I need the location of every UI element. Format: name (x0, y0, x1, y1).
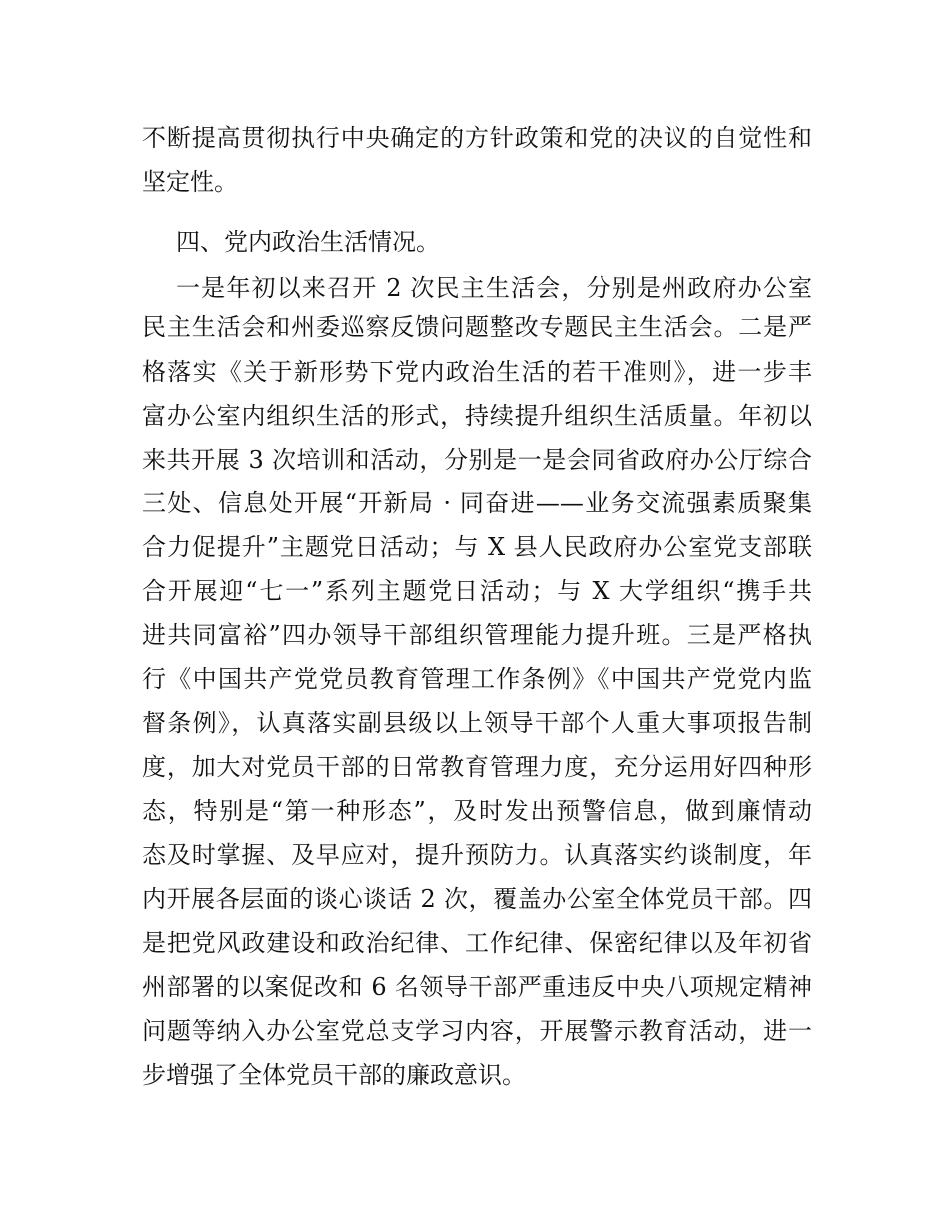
body-line: 民主生活会和州委巡察反馈问题整改专题民主生活会。二是严 (142, 313, 812, 341)
body-line: 态及时掌握、及早应对，提升预防力。认真落实约谈制度，年 (142, 841, 812, 869)
body-line: 态，特别是“第一种形态”，及时发出预警信息，做到廉情动 (142, 797, 812, 825)
intro-line: 坚定性。 (142, 168, 238, 196)
body-line: 富办公室内组织生活的形式，持续提升组织生活质量。年初以 (142, 402, 812, 430)
body-line: 问题等纳入办公室党总支学习内容，开展警示教育活动，进一 (142, 1017, 812, 1045)
body-line: 三处、信息处开展“开新局 · 同奋进——业务交流强素质聚集 (142, 489, 812, 517)
body-line: 内开展各层面的谈心谈话 2 次，覆盖办公室全体党员干部。四 (142, 885, 812, 913)
body-line: 步增强了全体党员干部的廉政意识。 (142, 1061, 526, 1089)
section-heading: 四、党内政治生活情况。 (176, 228, 440, 256)
body-line: 进共同富裕”四办领导干部组织管理能力提升班。三是严格执 (142, 621, 812, 649)
body-line: 督条例》，认真落实副县级以上领导干部个人重大事项报告制 (142, 709, 812, 737)
body-line: 一是年初以来召开 2 次民主生活会，分别是州政府办公室 (176, 274, 812, 302)
body-line: 是把党风政建设和政治纪律、工作纪律、保密纪律以及年初省 (142, 929, 812, 957)
body-line: 合力促提升”主题党日活动；与 X 县人民政府办公室党支部联 (142, 533, 812, 561)
body-line: 合开展迎“七一”系列主题党日活动；与 X 大学组织“携手共 (142, 577, 812, 605)
body-line: 来共开展 3 次培训和活动，分别是一是会同省政府办公厅综合 (142, 446, 812, 474)
intro-line: 不断提高贯彻执行中央确定的方针政策和党的决议的自觉性和 (142, 124, 812, 152)
body-line: 度，加大对党员干部的日常教育管理力度，充分运用好四种形 (142, 753, 812, 781)
body-line: 格落实《关于新形势下党内政治生活的若干准则》，进一步丰 (142, 358, 812, 386)
body-line: 州部署的以案促改和 6 名领导干部严重违反中央八项规定精神 (142, 973, 812, 1001)
body-line: 行《中国共产党党员教育管理工作条例》《中国共产党党内监 (142, 665, 812, 693)
